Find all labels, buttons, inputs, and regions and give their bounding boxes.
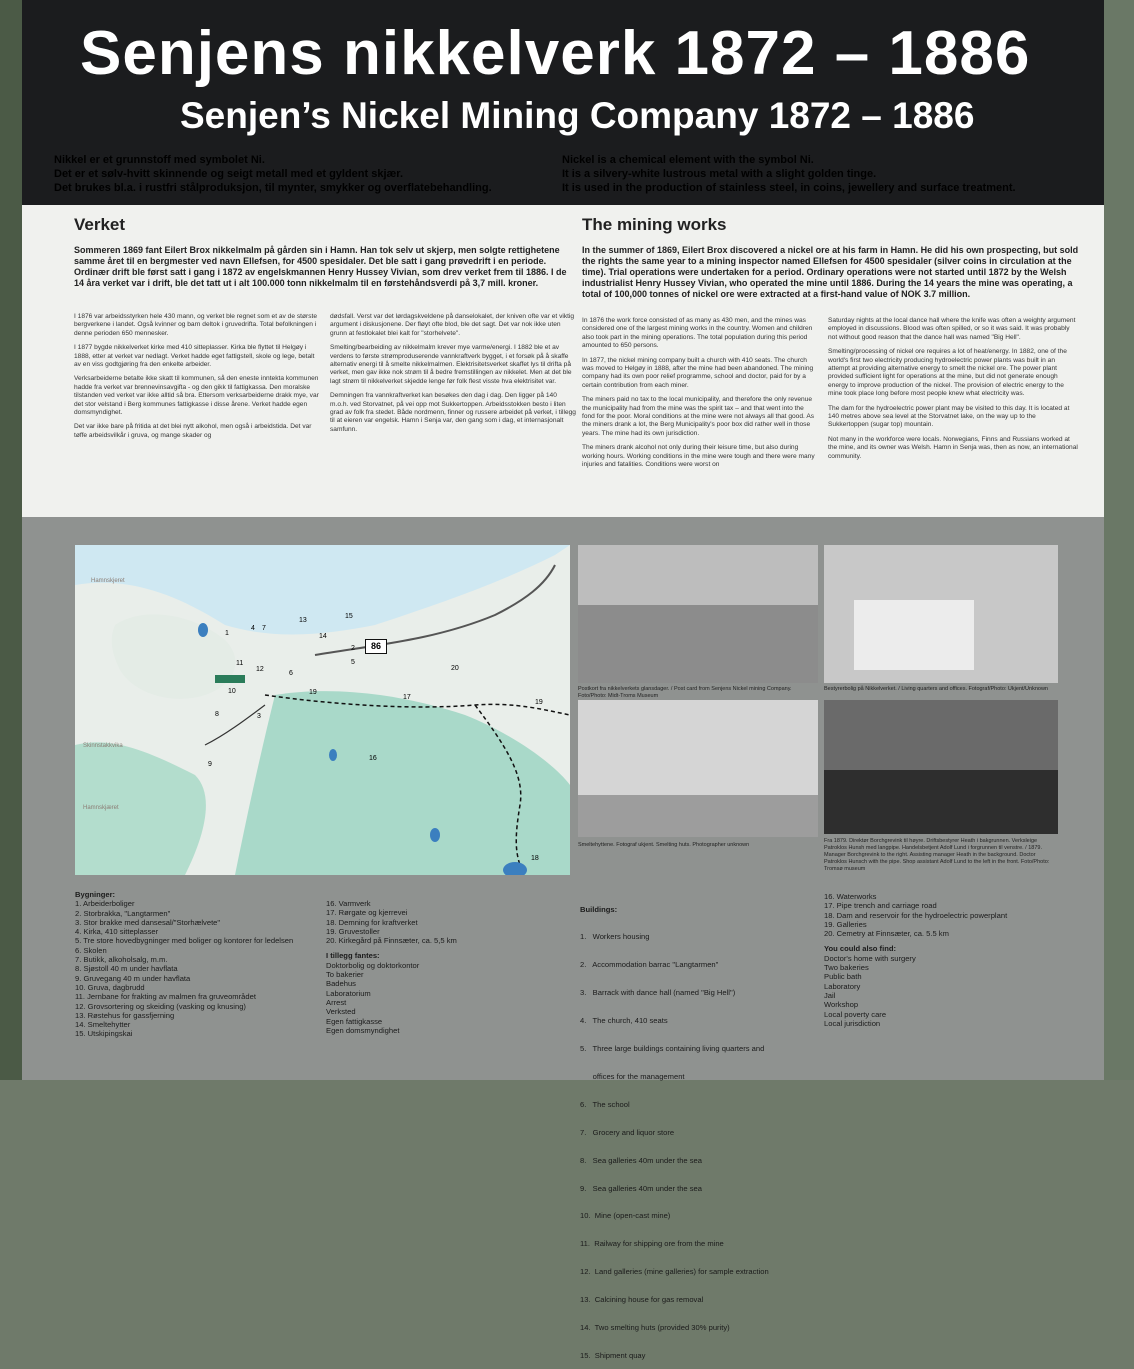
map-label: Hamnskjeret xyxy=(91,578,125,584)
lead-english: In the summer of 1869, Eilert Brox discovered a nickel ore at his farm in Hamn. He did his own prospecting, but sold the rights the same year to a mining inspector named Ellefsen for 4500 spesidaler (silver coins in circulation at the time). Trial operations were undertaken for a period. Ordinary operations were not started until 1872 by the Welsh industrialist Henry Hussey Vivian, who operated the mine until 1886. During the 14 years the mine was operating, a total of 100,000 tonnes of nickel ore were extracted at a first-hand value of NOK 3.7 million. xyxy=(582,245,1079,299)
photo-group-portrait xyxy=(824,700,1058,834)
legend-item: 14. Two smelting huts (provided 30% purity) xyxy=(580,1322,730,1332)
intro-line: Det er et sølv-hvitt skinnende og seigt metall med et gyldent skjær. xyxy=(54,168,404,180)
legend-item: Two bakeries xyxy=(824,963,869,973)
legend-item: 11. Jernbane for frakting av malmen fra gruveområdet xyxy=(75,992,256,1002)
map-marker: 13 xyxy=(299,617,307,624)
map-marker: 7 xyxy=(262,625,266,632)
legend-item: 3. Stor brakke med dansesal/"Storhælvete" xyxy=(75,917,221,927)
legend-title: Bygninger: xyxy=(75,890,116,899)
paragraph: The miners paid no tax to the local municipality, and therefore the only revenue the municipality had from the mine was the spirit tax – and that went into the fond for the poor. Moral conditions at the mine were not always all that good. As the miners drank a lot, the Berg Municipality's poor box did rather well in those years. The mine had its own jurisdiction. xyxy=(582,396,815,437)
heading-mining-works: The mining works xyxy=(582,215,727,234)
map-marker: 19 xyxy=(309,689,317,696)
map-marker: 17 xyxy=(403,694,411,701)
legend-item: 17. Rørgate og kjerrevei xyxy=(326,908,408,918)
paragraph: Demningen fra vannkraftverket kan besøkes den dag i dag. Den ligger på 140 m.o.h. ved Storvatnet, på vei opp mot Sukkertoppen. Arbeidsstokken besto i liten grad av folk fra stedet. Både nordmenn, finner og russere arbeidet på verket, i tillegg til at eieren var engelsk. Hamn i Senja var, den gang som i dag, et internasjonalt samfunn. xyxy=(330,392,576,433)
map-marker: 20 xyxy=(451,665,459,672)
right-background xyxy=(1104,0,1134,1080)
legend-item: 13. Calcining house for gas removal xyxy=(580,1295,704,1305)
legend-item: Egen fattigkasse xyxy=(326,1016,383,1026)
map-marker: 6 xyxy=(289,670,293,677)
map-marker: 16 xyxy=(369,755,377,762)
column-no-1 xyxy=(74,313,320,446)
legend-item: 9. Gruvegang 40 m under havflata xyxy=(75,973,191,983)
legend-item: 2. Storbrakka, "Langtarmen" xyxy=(75,908,171,918)
legend-item: Badehus xyxy=(326,979,356,989)
intro-line: Nikkel er et grunnstoff med symbolet Ni. xyxy=(54,154,265,166)
map-marker: 5 xyxy=(351,659,355,666)
intro-line: It is used in the production of stainless steel, in coins, jewellery and surface treatment. xyxy=(562,182,1016,194)
legend-extra-title: You could also find: xyxy=(824,944,896,954)
map-marker: 1 xyxy=(225,630,229,637)
legend-item: 20. Kirkegård på Finnsæter, ca. 5,5 km xyxy=(326,936,457,946)
legend-item: 12. Grovsortering og skeiding (vasking og knusing) xyxy=(75,1001,246,1011)
paragraph: In 1876 the work force consisted of as many as 430 men, and the mines was considered one of the largest mining works in the country. Women and children also took part in the mining operations. The total population during this period amounted to 650 persons. xyxy=(582,317,813,350)
legend-item: 7. Grocery and liquor store xyxy=(580,1127,675,1137)
legend-item: 16. Varmverk xyxy=(326,899,371,908)
photo-caption: Bestyrerbolig på Nikkelverket. / Living quarters and offices. Fotograf/Photo: Ukjent/Unknown xyxy=(824,686,1048,692)
left-background xyxy=(0,0,22,1080)
legend-item: Public bath xyxy=(824,972,862,982)
map-marker: 14 xyxy=(319,633,327,640)
legend-item: 15. Shipment quay xyxy=(580,1350,646,1360)
legend-item: Doctor's home with surgery xyxy=(824,953,916,963)
map-graphic xyxy=(75,545,570,875)
map-marker: 12 xyxy=(256,666,264,673)
legend-item: offices for the management xyxy=(580,1071,685,1081)
photo-smelting-huts xyxy=(578,700,818,837)
legend-item: Laboratory xyxy=(824,981,861,991)
paragraph: Saturday nights at the local dance hall where the knife was often a weighty argument employed in discussions. Blood was often spilled, or so it was said. It was probably not without good reason that the dance hall was named "Big Hell". xyxy=(828,317,1076,341)
intro-norwegian xyxy=(54,153,524,195)
site-map xyxy=(75,545,570,875)
legend-item: 19. Galleries xyxy=(824,919,867,929)
legend-item: 8. Sea galleries 40m under the sea xyxy=(580,1155,702,1165)
paragraph: Smelting/processing of nickel ore requires a lot of heat/energy. In 1882, one of the world's first two electricity producing hydroelectric power plants was built in an attempt at providing alternative energy to smelt the nickel ore. The power plant provided sufficient light for operations at the mine, but did not generate enough energy to improve production of the nickel. The provision of electric energy to the mine took place long before most people knew what electricity was. xyxy=(828,348,1067,398)
legend-item: 18. Demning for kraftverket xyxy=(326,917,418,927)
legend-item: Verksted xyxy=(326,1007,356,1017)
paragraph: The dam for the hydroelectric power plant may be visited to this day. It is located at 140 metres above sea level at the Storvatnet lake, on the way up to the Sukkertoppen (sugar top) mountain. xyxy=(828,404,1070,429)
paragraph: dødsfall. Verst var det lørdagskveldene på danselokalet, der kniven ofte var et viktig argument i diskusjonene. Der fløyt ofte blod, ble det sagt. Det var nok ikke uten grunn at festlokalet blei kalt for "storhelvete". xyxy=(330,313,575,337)
column-en-1 xyxy=(582,317,818,476)
legend-item: 4. The church, 410 seats xyxy=(580,1016,668,1026)
legend-item: 3. Barrack with dance hall (named "Big Hell") xyxy=(580,988,736,998)
map-marker: 8 xyxy=(215,711,219,718)
intro-line: Nickel is a chemical element with the symbol Ni. xyxy=(562,154,814,166)
paragraph: Not many in the workforce were locals. Norwegians, Finns and Russians worked at the mine, and its owner was Welsh. Hamn in Senja was, then as now, an international community. xyxy=(828,435,1078,460)
legend-item: 4. Kirka, 410 sitteplasser xyxy=(75,927,159,937)
legend-item: To bakerier xyxy=(326,970,364,980)
intro-english xyxy=(562,153,1062,195)
legend-item: 11. Railway for shipping ore from the mine xyxy=(580,1239,724,1249)
photo-harbour xyxy=(578,545,818,683)
paragraph: The miners drank alcohol not only during their leisure time, but also during working hours. Working conditions in the mine were tough and there were many injuries and fatalities. Conditions were worst on xyxy=(582,444,815,469)
legend-item: 9. Sea galleries 40m under the sea xyxy=(580,1183,702,1193)
intro-line: Det brukes bl.a. i rustfri stålproduksjon, til mynter, smykker og overflatebehandling. xyxy=(54,182,492,194)
map-marker: 10 xyxy=(228,688,236,695)
legend-item: Jail xyxy=(824,990,836,1000)
text-section xyxy=(22,205,1104,517)
legend-item: Doktorbolig og doktorkontor xyxy=(326,960,420,970)
legend-english-b xyxy=(824,892,1064,1028)
legend-english-a xyxy=(580,886,820,1369)
lead-norwegian: Sommeren 1869 fant Eilert Brox nikkelmalm på gården sin i Hamn. Han tok selv ut skjerp, men solgte rettighetene samme året til en bergmester ved navn Ellefsen, for 4500 spesidaler. Det ble satt i gang prøvedrift i en periode. Ordinær drift ble først satt i gang i 1872 av engelskmannen Henry Hussey Vivian, som drev verket frem til 1886. I de 14 åra verket var i drift, ble det tatt ut i alt 100.000 tonn nikkelmalm til en førstehåndsverdi på 3,7 mill. kroner. xyxy=(74,245,567,288)
legend-item: 7. Butikk, alkoholsalg, m.m. xyxy=(75,955,168,965)
photo-manager-house xyxy=(824,545,1058,683)
legend-item: 1. Workers housing xyxy=(580,932,650,942)
paragraph: Smelting/bearbeiding av nikkelmalm krever mye varme/energi. I 1882 ble et av verdens to første strømproduserende vannkraftverk bygget, i et forsøk på å skaffe alternativ energi til å smelte nikkelmalmen. Elektrisitetsverket skaffet lys til drifta på verket, men gav ikke nok strøm til å bedre fremstillingen av nikkelet. Men at det ble lagt strøm til nikkelverket skjedde lenge før folk flest visste hva elektrisitet var. xyxy=(330,344,572,385)
legend-item: 12. Land galleries (mine galleries) for sample extraction xyxy=(580,1267,769,1277)
map-marker: 9 xyxy=(208,761,212,768)
legend-item: 10. Mine (open-cast mine) xyxy=(580,1211,671,1221)
legend-norwegian-a xyxy=(75,890,325,1039)
map-label: Skinnstakkvika xyxy=(83,743,123,749)
legend-item: Arrest xyxy=(326,997,347,1007)
legend-item: 15. Utskipingskai xyxy=(75,1029,133,1039)
legend-item: 5. Three large buildings containing living quarters and xyxy=(580,1044,765,1054)
photo-caption: Fra 1879. Direktør Borchgrevink til høyre. Driftsbestyrer Heath i bakgrunnen. Verksleige Patroklos Hunsh med langpipe. Handelsbetjent Adolf Lund i forgrunnen til venstre. / 1879. Manager Borchgrevink to the right. Assisting manager Heath in the background. Doctor Patroklos Hunsch with the pipe. Shop assistant Adolf Lund to the left in the front. Foto/Photo: Tromsø museum xyxy=(824,838,1050,872)
map-marker: 2 xyxy=(351,645,355,652)
legend-item: 5. Tre store hovedbygninger med boliger og kontorer for ledelsen xyxy=(75,936,294,946)
paragraph: I 1877 bygde nikkelverket kirke med 410 sitteplasser. Kirka ble flyttet til Helgøy i 1888, etter at verket var nedlagt. Verket hadde eget fattigstell, skole og lege, betalt av en viss godtgjøring fra den enkelte arbeider. xyxy=(74,344,315,369)
legend-item: Egen domsmyndighet xyxy=(326,1025,400,1035)
legend-item: 16. Waterworks xyxy=(824,892,877,901)
map-marker: 11 xyxy=(236,660,244,667)
map-marker: 18 xyxy=(531,855,539,862)
map-marker: 3 xyxy=(257,713,261,720)
paragraph: Det var ikke bare på fritida at det blei nytt alkohol, men også i arbeidstida. Det var tøffe arbeidsvilkår i gruva, og mange skader og xyxy=(74,423,312,439)
legend-item: 6. The school xyxy=(580,1099,630,1109)
map-marker: 15 xyxy=(345,613,353,620)
legend-item: 10. Gruva, dagbrudd xyxy=(75,982,145,992)
board-title: Senjens nikkelverk 1872 – 1886 xyxy=(80,19,1031,88)
intro-line: It is a silvery-white lustrous metal with a slight golden tinge. xyxy=(562,168,877,180)
legend-item: Laboratorium xyxy=(326,988,371,998)
legend-item: 2. Accommodation barrac "Langtarmen" xyxy=(580,960,719,970)
legend-item: 18. Dam and reservoir for the hydroelectric powerplant xyxy=(824,910,1008,920)
legend-item: Workshop xyxy=(824,1000,859,1010)
column-no-2 xyxy=(330,313,576,440)
legend-item: 14. Smeltehytter xyxy=(75,1020,131,1030)
map-label: Hamnskjæret xyxy=(83,805,119,811)
legend-title: Buildings: xyxy=(580,904,618,914)
paragraph: Verksarbeiderne betalte ikke skatt til kommunen, så den eneste inntekta kommunen hadde fra verket var brennevinsavgifta - og den gikk til fattigkassa. Den moralske tilstanden ved verket var ikke alltid så bra. Ettersom verksarbeiderne drakk mye, var det stor velstand i Berg kommunes fattigkasse i disse årene. Verket hadde egen domsmyndighet. xyxy=(74,375,319,417)
legend-item: 19. Gruvestoller xyxy=(326,926,380,936)
legend-item: 1. Arbeiderboliger xyxy=(75,899,135,909)
board-subtitle: Senjen’s Nickel Mining Company 1872 – 1886 xyxy=(180,95,975,136)
photo-caption: Smeltehyttene. Fotograf ukjent. Smelting huts. Photographer unknown xyxy=(578,842,750,848)
road-sign-86: 86 xyxy=(365,639,387,654)
heading-verket: Verket xyxy=(74,215,126,234)
legend-item: 8. Sjøstoll 40 m under havflata xyxy=(75,964,178,974)
legend-item: Local poverty care xyxy=(824,1009,887,1019)
paragraph: I 1876 var arbeidsstyrken hele 430 mann, og verket ble regnet som et av de største bergverkene i landet. Også kvinner og barn deltok i gruvedrifta. Total befolkningen i denne perioden 650 mennesker. xyxy=(74,313,317,337)
photo-caption: Postkort fra nikkelverkets glansdager. / Post card from Senjens Nickel mining Company. Foto/Photo: Midt-Troms Museum xyxy=(578,686,792,699)
column-en-2 xyxy=(828,317,1078,467)
legend-norwegian-b xyxy=(326,899,566,1035)
legend-item: 17. Pipe trench and carriage road xyxy=(824,901,937,911)
legend-item: 6. Skolen xyxy=(75,945,107,955)
map-marker: 19 xyxy=(535,699,543,706)
legend-item: 20. Cemetry at Finnsæter, ca. 5.5 km xyxy=(824,929,949,939)
legend-item: 13. Røstehus for gassfjerning xyxy=(75,1010,175,1020)
legend-item: Local jurisdiction xyxy=(824,1018,881,1028)
legend-extra-title: I tillegg fantes: xyxy=(326,951,380,961)
paragraph: In 1877, the nickel mining company built a church with 410 seats. The church was moved to Helgøy in 1888, after the mine had been abandoned. The mining company had its own poor relief programme, school and doctor, paid for by a certain contribution from each miner. xyxy=(582,356,814,389)
map-marker: 4 xyxy=(251,625,255,632)
